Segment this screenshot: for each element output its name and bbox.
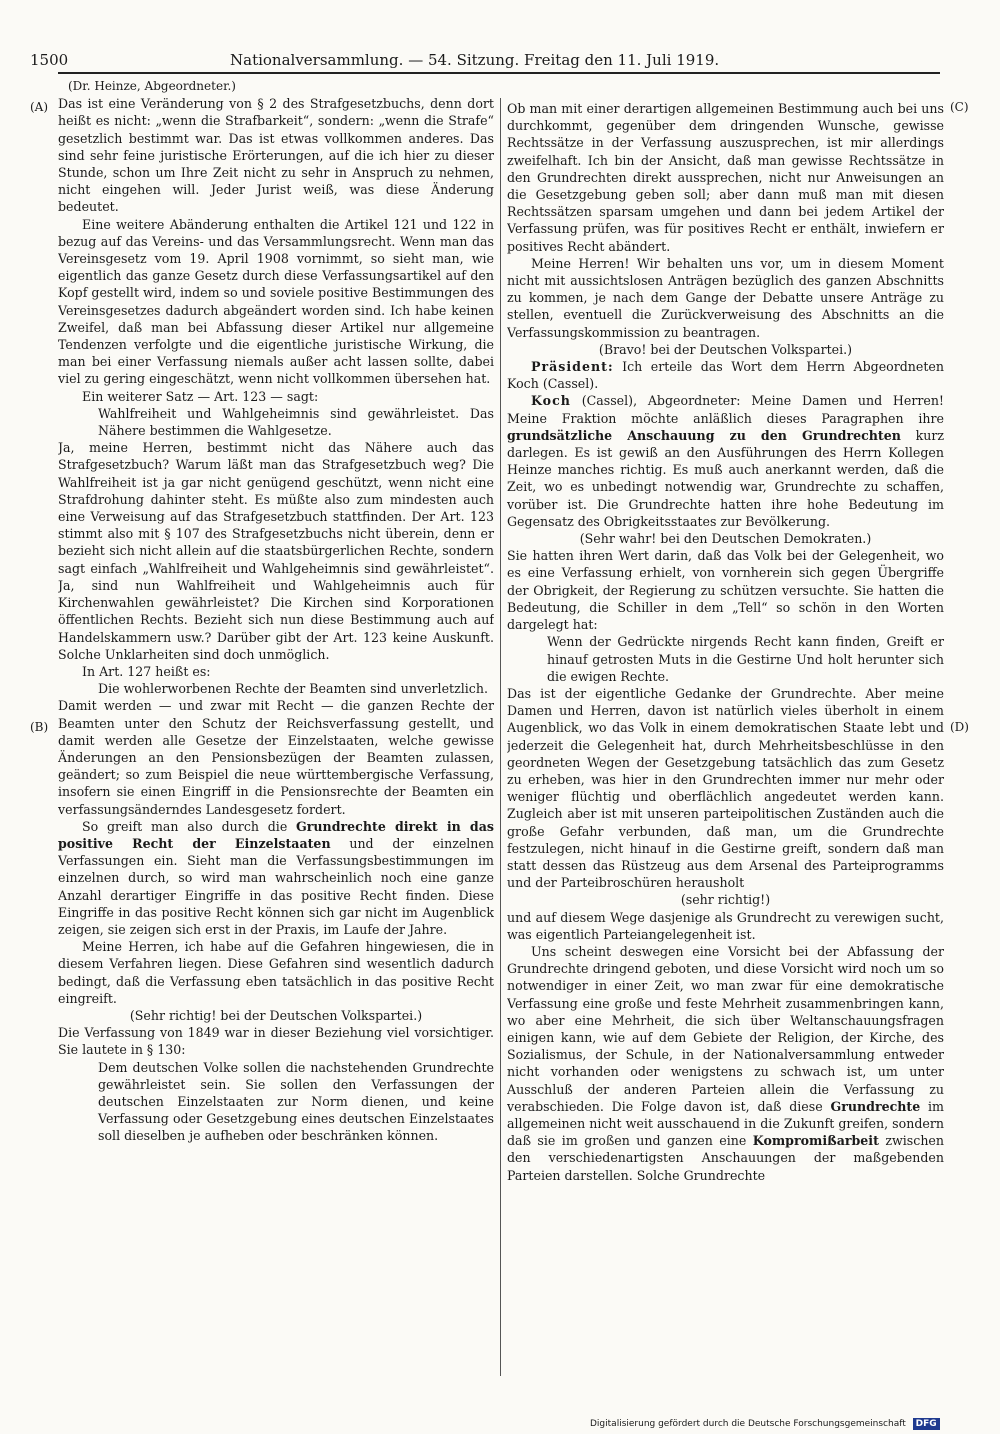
bold-phrase: grundsätzliche Anschauung zu den Grundrechten <box>507 427 901 443</box>
running-title: Nationalversammlung. — 54. Sitzung. Freitag den 11. Juli 1919. <box>230 51 720 69</box>
left-column <box>58 78 494 1378</box>
text-run: (Cassel), Abgeordneter: Meine Damen und Herren! Meine Fraktion möchte anläßlich dieses Paragraphen ihre <box>507 393 944 426</box>
paragraph: Die Verfassung von 1849 war in dieser Beziehung viel vorsichtiger. Sie lautete in § 130: <box>58 1025 494 1058</box>
paragraph: In Art. 127 heißt es: <box>82 663 211 679</box>
paragraph: Ein weiterer Satz — Art. 123 — sagt: <box>82 388 319 404</box>
quotation: Dem deutschen Volke sollen die nachstehenden Grundrechte gewährleistet sein. Sie sollen den Verfassungen der deutschen Einzelstaaten zur Norm dienen, und keine Verfassung oder Gesetzgebung eines deutschen Einzelstaates soll dieselben je aufheben oder beschränken können. <box>98 1059 494 1144</box>
interjection: (Sehr richtig! bei der Deutschen Volkspartei.) <box>129 1007 423 1023</box>
interjection: (Bravo! bei der Deutschen Volkspartei.) <box>598 341 853 357</box>
bold-phrase: Grundrechte direkt in das positive Recht der Einzelstaaten <box>58 818 494 851</box>
paragraph: Meine Herren, ich habe auf die Gefahren hingewiesen, die in diesem Verfahren liegen. Diese Gefahren sind wesentlich dadurch bedingt, daß die Verfassung eben tatsächlich in das positive Recht eingreift. <box>58 939 494 1006</box>
bold-phrase: Grundrechte <box>830 1098 921 1114</box>
paragraph: Damit werden — und zwar mit Recht — die ganzen Rechte der Beamten unter den Schutz der Reichsverfassung gestellt, und damit werden alle Gesetze der Einzelstaaten, welche gewisse Änderungen an den Pensionsbezügen der Beamten zulassen, geändert; so zum Beispiel die neue württembergische Verfassung, insofern sie einen Eingriff in die Pensionsrechte der Beamten ein verfassungsänderndes Landesgesetz fordert. <box>58 698 494 817</box>
text-run: zwischen den verschiedenartigsten Anschauungen der maßgebenden Parteien darstellen. Solche Grundrechte <box>507 1133 944 1183</box>
text-run: Ich erteile das Wort dem Herrn Abgeordneten Koch (Cassel). <box>507 359 944 392</box>
margin-mark-d: (D) <box>950 720 969 734</box>
text-run: im allgemeinen nicht weit ausschauend in die Zukunft greifen, sondern daß sie im großen und ganzen eine <box>507 1098 944 1149</box>
paragraph: Das ist eine Veränderung von § 2 des Strafgesetzbuchs, denn dort heißt es nicht: „wenn die Strafbarkeit“, sondern: „wenn die Strafe“ gesetzlich bestimmt war. Das ist etwas vollkommen anderes. Das sind sehr feine juristische Erörterungen, auf die ich hier zu dieser Stunde, schon um Ihre Zeit nicht zu sehr in Anspruch zu nehmen, nicht eingehen will. Jeder Jurist weiß, was diese Änderung bedeutet. <box>58 96 494 215</box>
right-column <box>507 100 944 1400</box>
margin-mark-b: (B) <box>30 720 49 734</box>
paragraph: und auf diesem Wege dasjenige als Grundrecht zu verewigen sucht, was eigentlich Parteiangelegenheit ist. <box>507 909 944 942</box>
text-run: Uns scheint deswegen eine Vorsicht bei der Abfassung der Grundrechte dringend geboten, und diese Vorsicht wird noch um so notwendiger in einer Zeit, wo man zwar für eine demokratische Verfassung eine große und feste Mehrheit zusammenbringen kann, wo aber eine Mehrheit, die sich über Weltanschauungsfragen einigen kann, wie auf dem Gebiete der Religion, der Kirche, des Sozialismus, der Schule, in der Nationalversammlung entweder nicht vorhanden oder wenigstens zu schwach ist, um unter Ausschluß der anderen Parteien allein die Verfassung zu verabschieden. Die Folge davon ist, daß diese <box>507 943 944 1114</box>
paragraph <box>507 943 944 1184</box>
page-header <box>30 50 970 70</box>
page-number: 1500 <box>30 51 69 69</box>
text-run: kurz darlegen. Es ist gewiß an den Ausführungen des Herrn Kollegen Heinze manches richtig. Es muß auch anerkannt werden, daß die Zeit, wo es unbedingt notwendig war, Grundrechte zu schaffen, vorüber ist. Die Grundrechte hatten ihre hohe Bedeutung im Gegensatz des Obrigkeitsstaates zur Bevölkerung. <box>507 427 944 529</box>
paragraph: Meine Herren! Wir behalten uns vor, um in diesem Moment nicht mit aussichtslosen Anträgen bezüglich des ganzen Abschnitts zu kommen, je nach dem Gange der Debatte unsere Anträge zu stellen, eventuell die Zurückverweisung des Abschnitts an die Verfassungskommission zu beantragen. <box>507 255 944 340</box>
paragraph: Ob man mit einer derartigen allgemeinen Bestimmung auch bei uns durchkommt, gegenüber dem dringenden Wunsche, gewisse Rechtssätze in der Verfassung auszusprechen, ist mir allerdings zweifelhaft. Ich bin der Ansicht, daß man gewisse Rechtssätze in den Grundrechten direkt aussprechen, nicht nur Anweisungen an die Gesetzgebung geben soll; aber dann muß man mit diesen Rechtssätzen sparsam umgehen und dann bei jedem Artikel der Verfassung prüfen, was für positives Recht er enthält, inwiefern er positives Recht abändert. <box>507 101 944 254</box>
paragraph: Ja, meine Herren, bestimmt nicht das Nähere auch das Strafgesetzbuch? Warum läßt man das Strafgesetzbuch weg? Die Wahlfreiheit ist ja gar nicht genügend geschützt, wenn nicht eine Strafdrohung dahinter steht. Es müßte also zum mindesten auch eine Verweisung auf das Strafgesetzbuch stattfinden. Der Art. 123 stimmt also mit § 107 des Strafgesetzbuchs nicht überein, denn er bezieht sich nicht allein auf die staatsbürgerlichen Rechte, sondern sagt einfach „Wahlfreiheit und Wahlgeheimnis sind gewährleistet“. Ja, sind nun Wahlfreiheit und Wahlgeheimnis auch für Kirchenwahlen gewährleistet? Die Kirchen sind Korporationen öffentlichen Rechts. Bezieht sich nun diese Bestimmung auch auf Handelskammern usw.? Darüber gibt der Art. 123 keine Auskunft. Solche Unklarheiten sind doch unmöglich. <box>58 440 494 662</box>
text-run: und der einzelnen Verfassungen ein. Sieht man die Verfassungsbestimmungen im einzelnen durch, so wird man wahrscheinlich noch eine ganze Anzahl derartiger Eingriffe in das positive Recht finden. Diese Eingriffe in das positive Recht können sich gar nicht im Augenblick zeigen, sie zeigen sich erst in der Praxis, im Laufe der Jahre. <box>58 835 494 937</box>
margin-mark-c: (C) <box>950 100 969 114</box>
column-divider <box>500 98 501 1376</box>
paragraph <box>507 358 944 392</box>
margin-mark-a: (A) <box>30 100 49 114</box>
paragraph <box>507 392 944 530</box>
interjection: (Sehr wahr! bei den Deutschen Demokraten.) <box>579 531 872 547</box>
bold-phrase: Kompromißarbeit <box>752 1133 879 1149</box>
paragraph: Sie hatten ihren Wert darin, daß das Volk bei der Gelegenheit, wo es eine Verfassung erhielt, von vornherein sich gegen Übergriffe der Obrigkeit, der Regierung zu schützen versuchte. Sie hatten die Bedeutung, die Schiller in dem „Tell“ so schön in den Worten dargelegt hat: <box>507 548 944 633</box>
paragraph: Das ist der eigentliche Gedanke der Grundrechte. Aber meine Damen und Herren, davon ist natürlich vieles überholt in einem Augenblick, wo das Volk in einem demokratischen Staate lebt und jederzeit die Gelegenheit hat, durch Mehrheitsbeschlüsse in den geordneten Wegen der Gesetzgebung tatsächlich das zum Gesetz zu erheben, was hier in den Grundrechten immer nur mehr oder weniger flüchtig und oberflächlich angedeutet werden kann. Zugleich aber ist mit unseren parteipolitischen Zuständen auch die große Gefahr verbunden, daß man, um die Grundrechte festzulegen, nicht hinauf in die Gestirne greift, sondern daß man statt dessen das Rüstzeug aus dem Arsenal des Parteiprogramms und der Parteibroschüren herausholt <box>507 685 944 891</box>
speaker-note: (Dr. Heinze, Abgeordneter.) <box>68 79 236 93</box>
paragraph <box>58 818 494 938</box>
footer <box>590 1417 995 1431</box>
footer-credit: Digitalisierung gefördert durch die Deutsche Forschungsgemeinschaft <box>590 1419 906 1429</box>
quotation: Wahlfreiheit und Wahlgeheimnis sind gewährleistet. Das Nähere bestimmen die Wahlgesetze. <box>98 405 494 439</box>
dfg-logo: DFG <box>913 1418 940 1430</box>
quotation: Die wohlerworbenen Rechte der Beamten sind unverletzlich. <box>98 681 488 697</box>
quotation: Wenn der Gedrückte nirgends Recht kann finden, Greift er hinauf getrosten Muts in die Gestirne Und holt herunter sich die ewigen Rechte. <box>547 634 944 684</box>
interjection: (sehr richtig!) <box>680 892 771 908</box>
header-rule <box>58 72 940 74</box>
paragraph: Eine weitere Abänderung enthalten die Artikel 121 und 122 in bezug auf das Vereins- und das Versammlungsrecht. Wenn man das Vereinsgesetz vom 19. April 1908 vornimmt, so sieht man, wie eigentlich das ganze Gesetz durch diese Verfassungsartikel auf den Kopf gestellt wird, indem so und soviele positive Bestimmungen des Vereinsgesetzes dadurch abgeändert worden sind. Ich habe keinen Zweifel, daß man bei Abfassung dieser Artikel nur allgemeine Tendenzen verfolgte und die eigentliche juristische Wirkung, die man bei einer Verfassung niemals außer acht lassen sollte, dabei viel zu gering eingeschätzt, wenn nicht vollkommen übersehen hat. <box>58 216 494 387</box>
speaker-name: Koch <box>531 393 571 409</box>
president-label: Präsident: <box>531 359 614 375</box>
text-run: So greift man also durch die <box>82 818 297 834</box>
